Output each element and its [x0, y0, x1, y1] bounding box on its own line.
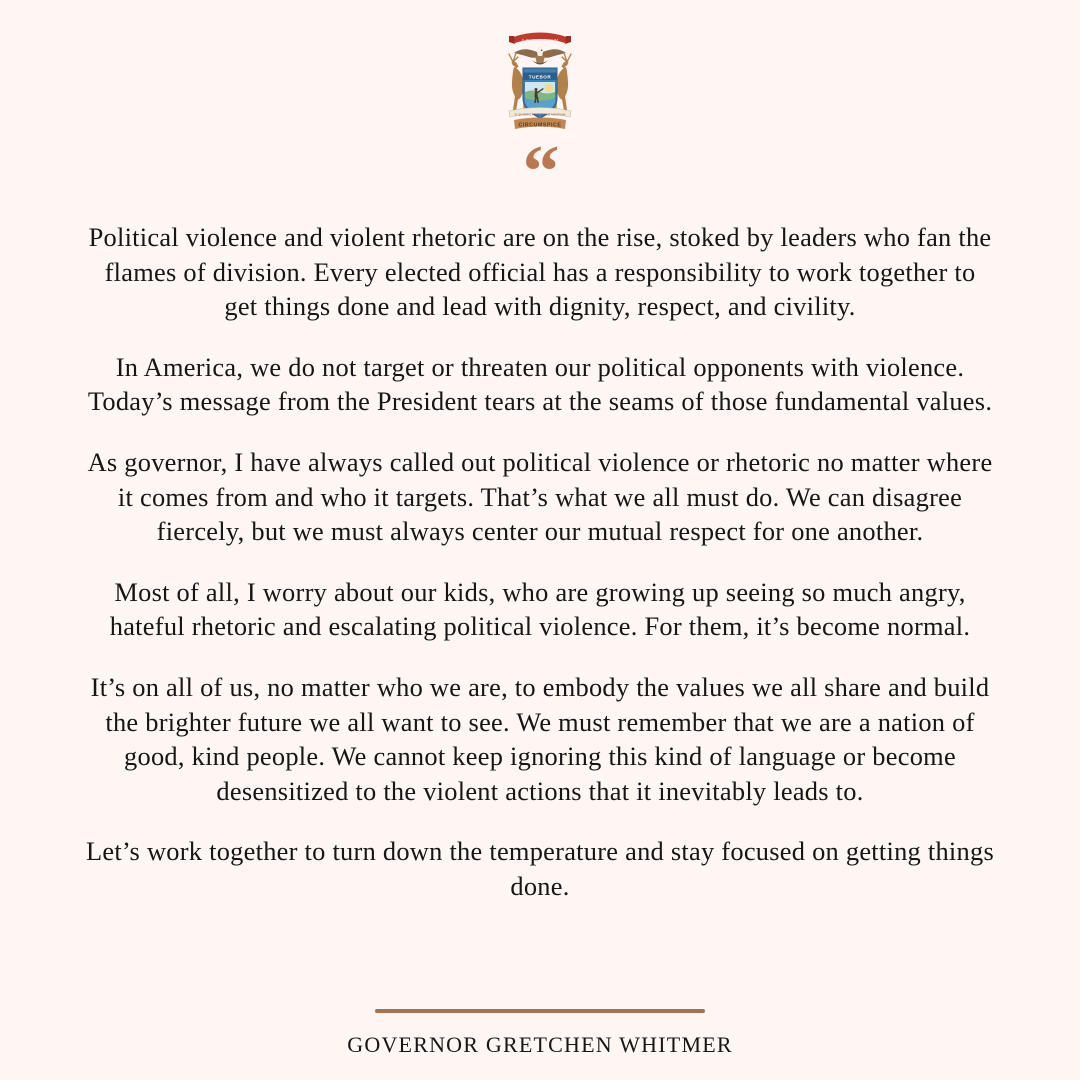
statement-paragraph: In America, we do not target or threaten our political opponents with violence. Today’s message from the President tears at the seams of those fundamental values.	[87, 351, 993, 417]
statement-paragraph: It’s on all of us, no matter who we are, to embody the values we all share and build the brighter future we all want to see. We must remember that we are a nation of good, kind people. We cannot keep ignoring this kind of language or become desensitized to the violent actions that it inevitably leads to.	[90, 671, 990, 806]
michigan-coat-of-arms-icon	[487, 26, 593, 136]
statement-body	[85, 220, 995, 904]
svg-text:SI QUAERIS PENINSULAM AMOENAM: SI QUAERIS PENINSULAM AMOENAM	[514, 113, 566, 117]
svg-text:TUEBOR: TUEBOR	[528, 74, 552, 80]
statement-paragraph: Most of all, I worry about our kids, who are growing up seeing so much angry, hateful rhetoric and escalating political violence. For them, it’s become normal.	[109, 576, 971, 642]
attribution-block	[0, 1009, 1080, 1058]
statement-paragraph: Political violence and violent rhetoric are on the rise, stoked by leaders who fan the flames of division. Every elected official has a responsibility to work together to get things done and lead with dignity, respect, and civility.	[88, 222, 992, 322]
divider	[375, 1009, 705, 1013]
svg-text:E PLURIBUS UNUM: E PLURIBUS UNUM	[521, 38, 559, 43]
open-quote-icon: “	[522, 131, 558, 213]
svg-text:CIRCUMSPICE: CIRCUMSPICE	[518, 122, 562, 129]
attribution-text: GOVERNOR GRETCHEN WHITMER	[347, 1032, 733, 1057]
statement-paragraph: As governor, I have always called out political violence or rhetoric no matter where it comes from and who it targets. That’s what we all must do. We can disagree fiercely, but we must always center our mutual respect for one another.	[87, 446, 993, 547]
statement-paragraph: Let’s work together to turn down the temperature and stay focused on getting things done.	[86, 836, 994, 901]
